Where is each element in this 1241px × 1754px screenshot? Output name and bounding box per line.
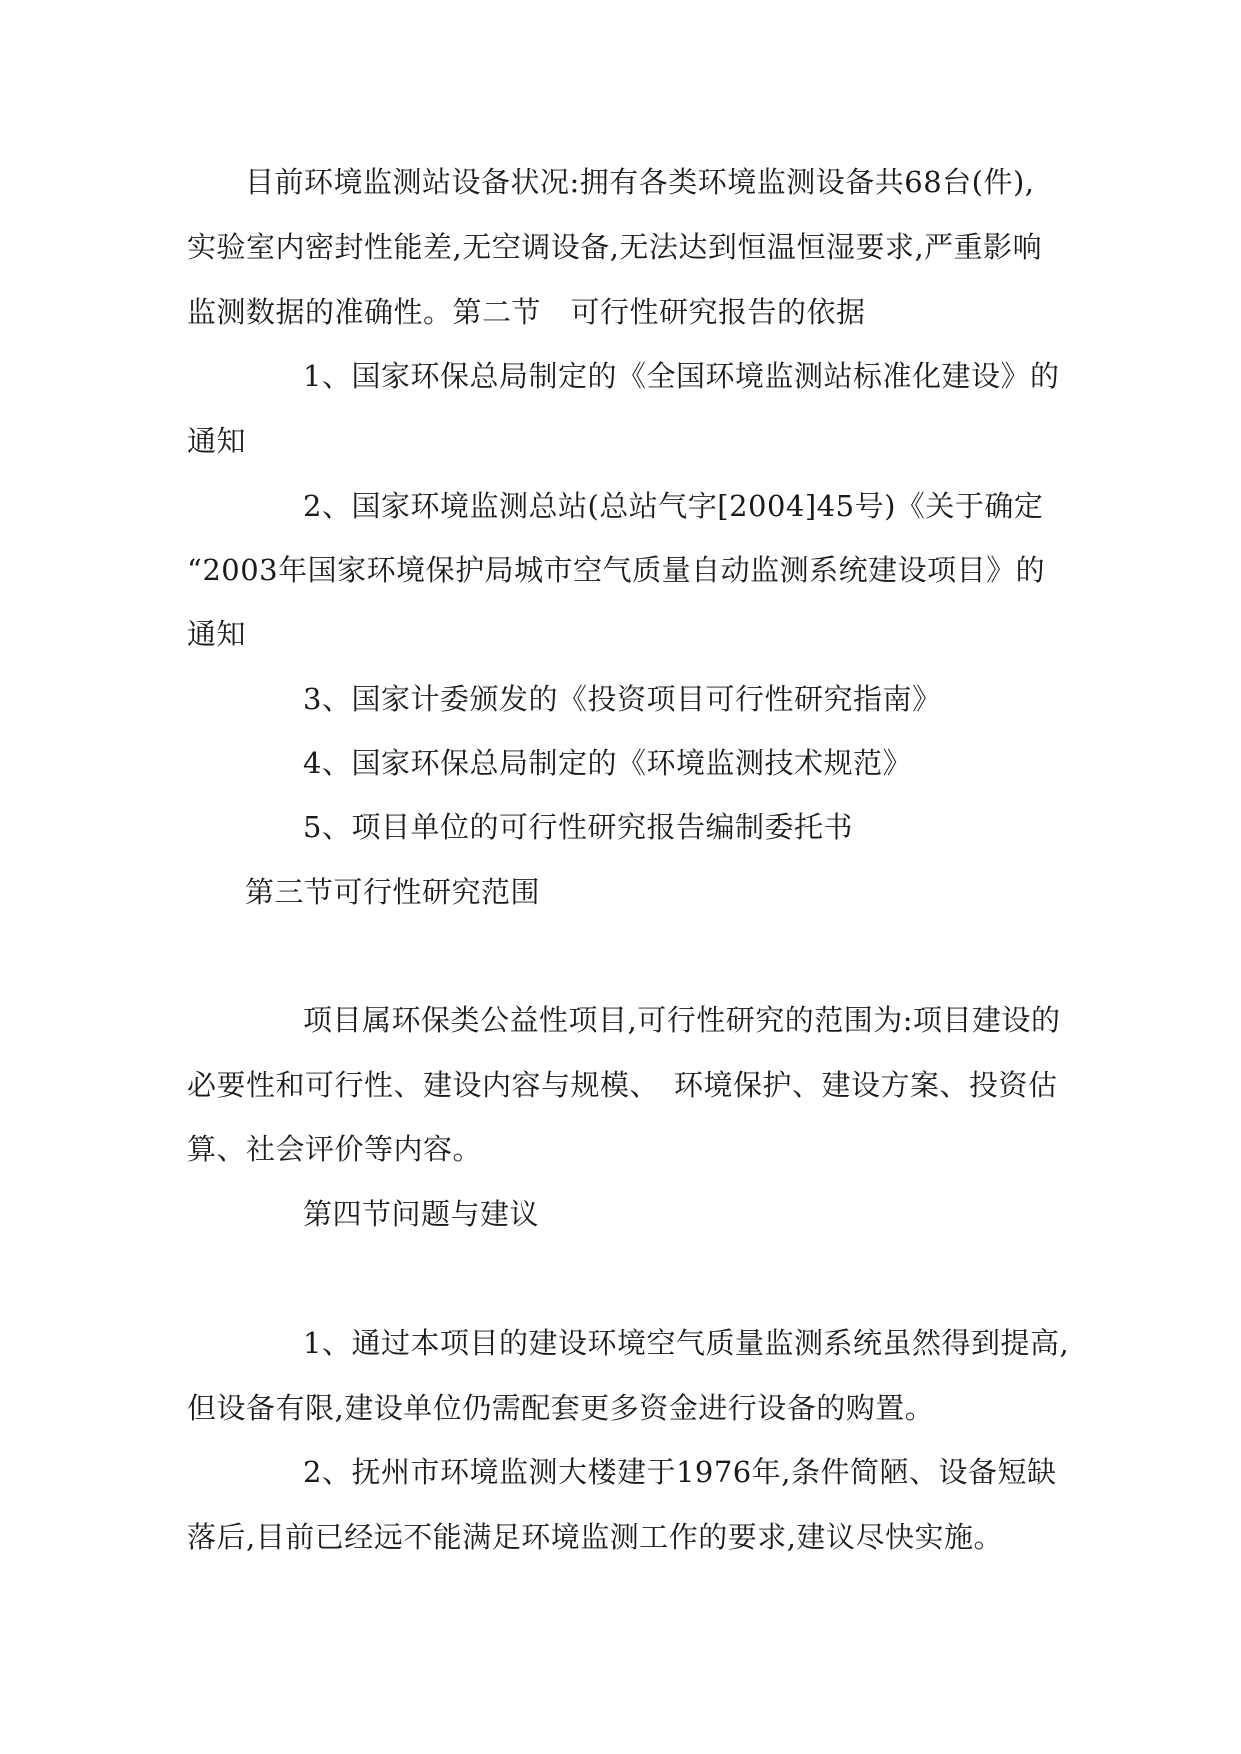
basis-item-1-line-2: 通知 <box>187 424 247 458</box>
basis-item-2-line-3: 通知 <box>187 617 247 651</box>
basis-item-1-line-1: 1、国家环保总局制定的《全国环境监测站标准化建设》的 <box>303 359 1060 393</box>
suggestion-1-line-2: 但设备有限,建设单位仍需配套更多资金进行设备的购置。 <box>187 1391 935 1425</box>
paragraph-equipment-status-line-2: 实验室内密封性能差,无空调设备,无法达到恒温恒湿要求,严重影响 <box>187 230 1043 264</box>
basis-item-2-line-2: “2003年国家环境保护局城市空气质量自动监测系统建设项目》的 <box>187 553 1046 587</box>
scope-paragraph-line-2: 必要性和可行性、建设内容与规模、 环境保护、建设方案、投资估 <box>187 1068 1058 1102</box>
suggestion-2-line-1: 2、抚州市环境监测大楼建于1976年,条件简陋、设备短缺 <box>303 1455 1057 1489</box>
paragraph-equipment-status-line-3: 监测数据的准确性。第二节 可行性研究报告的依据 <box>187 295 866 329</box>
suggestion-2-line-2: 落后,目前已经远不能满足环境监测工作的要求,建议尽快实施。 <box>187 1520 1003 1554</box>
scope-paragraph-line-3: 算、社会评价等内容。 <box>187 1132 483 1166</box>
section-3-heading: 第三节可行性研究范围 <box>245 875 541 909</box>
basis-item-3: 3、国家计委颁发的《投资项目可行性研究指南》 <box>303 682 942 716</box>
paragraph-equipment-status-line-1: 目前环境监测站设备状况:拥有各类环境监测设备共68台(件), <box>245 165 1035 199</box>
section-4-heading: 第四节问题与建议 <box>303 1197 540 1231</box>
scope-paragraph-line-1: 项目属环保类公益性项目,可行性研究的范围为:项目建设的 <box>303 1003 1061 1037</box>
basis-item-5: 5、项目单位的可行性研究报告编制委托书 <box>303 810 853 844</box>
basis-item-2-line-1: 2、国家环境监测总站(总站气字[2004]45号)《关于确定 <box>303 489 1044 523</box>
basis-item-4: 4、国家环保总局制定的《环境监测技术规范》 <box>303 746 912 780</box>
suggestion-1-line-1: 1、通过本项目的建设环境空气质量监测系统虽然得到提高, <box>303 1326 1070 1360</box>
